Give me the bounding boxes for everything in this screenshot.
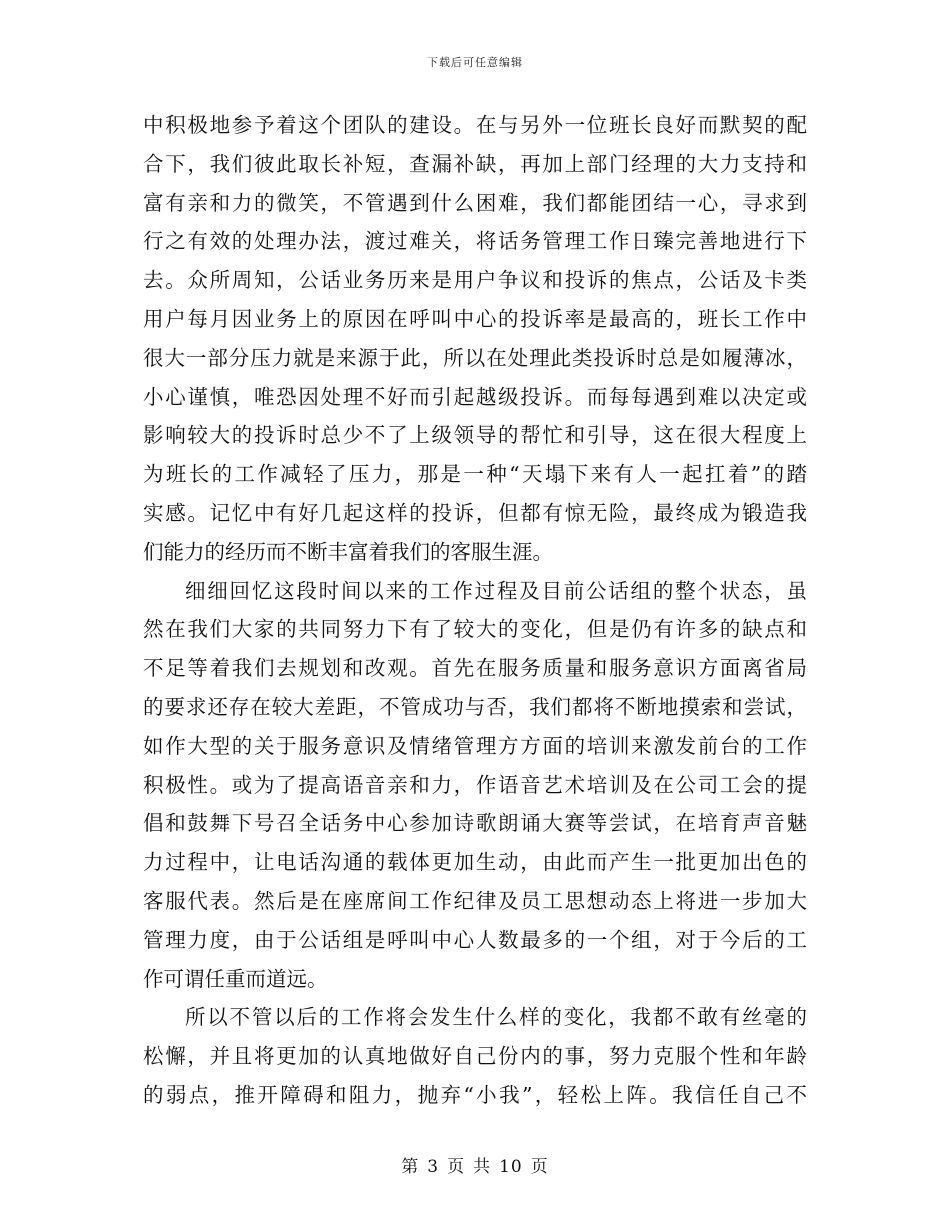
body-line: 如作大型的关于服务意识及情绪管理方方面的培训来激发前台的工作 [143,733,807,758]
header-note: 下载后可任意编辑 [427,56,523,69]
body-line: 的弱点，推开障碍和阻力，抛弃“小我”，轻松上阵。我信任自己不 [143,1082,807,1107]
footer-prefix: 第 [401,1157,420,1177]
body-line: 积极性。或为了提高语音亲和力，作语音艺术培训及在公司工会的提 [143,772,807,797]
body-line: 们能力的经历而不断丰富着我们的客服生涯。 [143,539,553,564]
body-line: 中积极地参予着这个团队的建设。在与另外一位班长良好而默契的配 [143,113,807,137]
body-line: 不足等着我们去规划和改观。首先在服务质量和服务意识方面离省局 [143,656,807,681]
body-line: 力过程中，让电话沟通的载体更加生动，由此而产生一批更加出色的 [143,850,807,875]
body-line: 实感。记忆中有好几起这样的投诉，但都有惊无险，最终成为锻造我 [143,500,807,525]
footer-current-page: 3 [427,1157,440,1177]
body-line: 行之有效的处理办法，渡过难关，将话务管理工作日臻完善地进行下 [143,229,807,254]
body-line: 用户每月因业务上的原因在呼叫中心的投诉率是最高的，班长工作中 [143,306,807,331]
body-line: 的要求还存在较大差距，不管成功与否，我们都将不断地摸索和尝试， [143,694,807,719]
footer-page-word-2: 页 [530,1157,549,1177]
body-line: 合下，我们彼此取长补短，查漏补缺，再加上部门经理的大力支持和 [143,151,807,176]
body-line: 倡和鼓舞下号召全话务中心参加诗歌朗诵大赛等尝试，在培育声音魅 [143,811,807,836]
body-line: 影响较大的投诉时总少不了上级领导的帮忙和引导，这在很大程度上 [143,423,807,448]
footer-total-word: 共 [473,1157,492,1177]
footer-total-pages: 10 [499,1157,523,1177]
page-footer [0,1152,950,1177]
body-line: 小心谨慎，唯恐因处理不好而引起越级投诉。而每每遇到难以决定或 [143,384,807,409]
body-line: 松懈，并且将更加的认真地做好自己份内的事，努力克服个性和年龄 [143,1044,807,1069]
body-line: 所以不管以后的工作将会发生什么样的变化，我都不敢有丝毫的 [185,1005,807,1030]
body-line: 管理力度，由于公话组是呼叫中心人数最多的一个组，对于今后的工 [143,927,807,952]
body-line: 为班长的工作减轻了压力，那是一种“天塌下来有人一起扛着”的踏 [143,462,807,487]
body-line: 很大一部分压力就是来源于此，所以在处理此类投诉时总是如履薄冰， [143,345,807,370]
body-line: 客服代表。然后是在座席间工作纪律及员工思想动态上将进一步加大 [143,888,807,913]
body-line: 作可谓任重而道远。 [143,966,328,991]
body-line: 富有亲和力的微笑，不管遇到什么困难，我们都能团结一心，寻求到 [143,190,807,215]
document-body [143,106,807,1115]
body-line: 去。众所周知，公话业务历来是用户争议和投诉的焦点，公话及卡类 [143,268,807,293]
body-line: 然在我们大家的共同努力下有了较大的变化，但是仍有许多的缺点和 [143,617,807,642]
body-line: 细细回忆这段时间以来的工作过程及目前公话组的整个状态，虽 [185,578,807,603]
footer-page-word: 页 [447,1157,466,1177]
